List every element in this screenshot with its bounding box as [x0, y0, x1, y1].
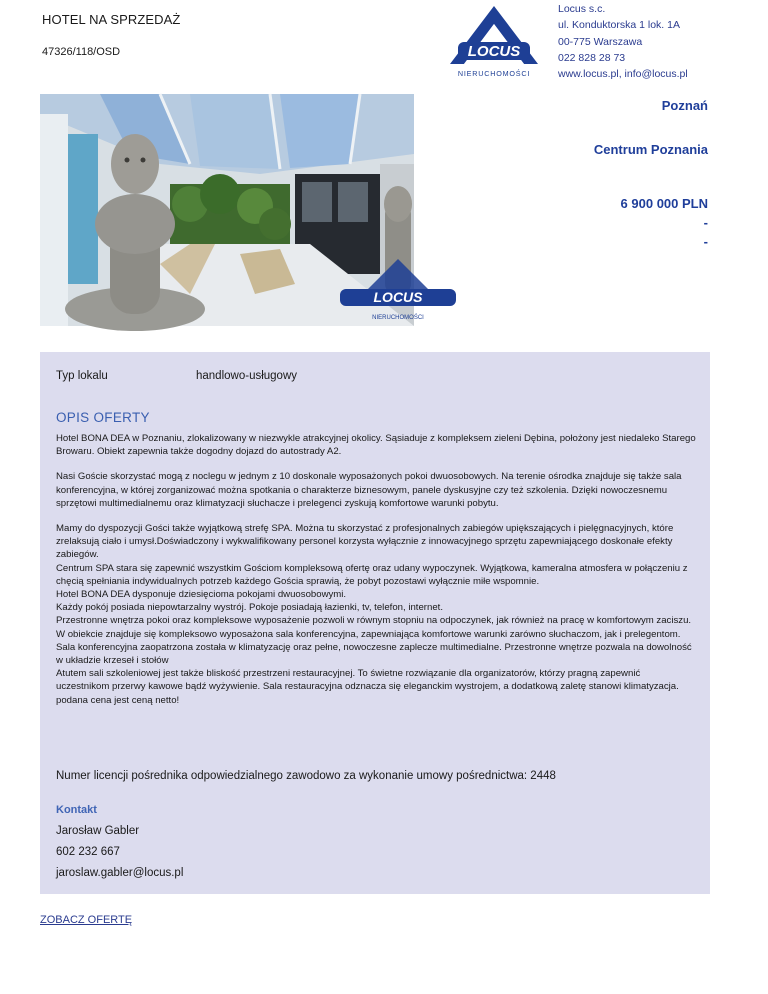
description-paragraph: Nasi Goście skorzystać mogą z noclegu w jednym z 10 doskonale wyposażonych pokoi dwuosobowych. Na terenie ośrodka znajduje się także sala konferencyjna, w której zorganizować można spotkania o charakterze biznesowym, panele dyskusyjne czy też szkolenia. Dzięki nowoczesnemu sprzętowi multimedialnemu oraz klimatyzacji słuchacze i prelegenci zyskują komfortowe warunki pobytu.	[56, 471, 682, 509]
watermark-text: LOCUS	[373, 289, 423, 305]
price-line-3: -	[703, 234, 708, 249]
description-body	[56, 432, 696, 707]
location-district: Centrum Poznania	[593, 142, 708, 157]
company-phone: 022 828 28 73	[558, 51, 626, 64]
property-photo	[40, 94, 424, 326]
description-line: Mamy do dyspozycji Gości także wyjątkową strefę SPA. Można tu skorzystać z profesjonalnych zabiegów upiększających i pielęgnacyjnych, które zrelaksują ciało i umysł.Doświadczony i wykwalifikowany personel korzysta wyłącznie z innowacyjnego sprzętu zapewniającego doskonałe efekty zabiegów.	[56, 523, 674, 561]
logo-subtext: NIERUCHOMOŚCI	[457, 69, 531, 78]
company-street: ul. Konduktorska 1 lok. 1A	[558, 19, 680, 32]
watermark-subtext: NIERUCHOMOŚCI	[372, 315, 424, 321]
company-info	[558, 1, 688, 82]
reference-number: 47326/118/OSD	[42, 46, 121, 58]
price: 6 900 000 PLN	[620, 196, 708, 211]
price-line-2: -	[703, 215, 708, 230]
contact-email: jaroslaw.gabler@locus.pl	[56, 867, 184, 879]
logo-text: LOCUS	[467, 43, 521, 60]
description-line: podana cena jest ceną netto!	[56, 694, 180, 706]
view-offer-link[interactable]: ZOBACZ OFERTĘ	[40, 914, 133, 926]
locus-logo	[444, 2, 544, 80]
description-line: Atutem sali szkoleniowej jest także bliskość przestrzeni restauracyjnej. To świetne rozwiązanie dla organizatorów, którzy pragną zapewnić uczestnikom przerwy kawowe bądź wyżywienie. Sala restauracyjna odznacza się eleganckim wystrojem, a dodatkową zaletę stanowi klimatyzacja.	[56, 668, 679, 693]
company-web-email: www.locus.pl, info@locus.pl	[558, 68, 688, 81]
description-line: Przestronne wnętrza pokoi oraz kompleksowe wyposażenie pozwoli w równym stopniu na odpoczynek, jak również na pracę w komfortowym zaciszu.	[56, 615, 692, 627]
description-line: Każdy pokój posiada niepowtarzalny wystrój. Pokoje posiadają łazienki, tv, telefon, internet.	[56, 602, 443, 614]
company-name: Locus s.c.	[558, 3, 606, 15]
company-city: 00-775 Warszawa	[558, 35, 643, 48]
location-city: Poznań	[661, 98, 708, 113]
license-number: Numer licencji pośrednika odpowiedzialnego zawodowo za wykonanie umowy pośrednictwa: 2448	[56, 770, 556, 782]
contact-heading: Kontakt	[56, 804, 97, 816]
contact-name: Jarosław Gabler	[56, 825, 140, 837]
description-paragraph: Hotel BONA DEA w Poznaniu, zlokalizowany w niezwykle atrakcyjnej okolicy. Sąsiaduje z kompleksem zieleni Dębina, położony jest niedaleko Starego Browaru. Obiekt zapewnia także dogodny dojazd do autostrady A2.	[56, 433, 696, 458]
description-line: Centrum SPA stara się zapewnić wszystkim Gościom kompleksową ofertę oraz udany wypoczynek. Wyjątkowa, kameralna atmosfera w połączeniu z chęcią spełniania indywidualnych potrzeb każdego Gościa sprawią, że pobyt pozostawi wyłącznie miłe wspomnie.	[56, 562, 688, 587]
details-panel	[40, 352, 710, 894]
description-line: W obiekcie znajduje się kompleksowo wyposażona sala konferencyjna, zapewniająca komfortowe warunki zarówno słuchaczom, jak i prelegentom.	[56, 628, 681, 640]
type-value: handlowo-usługowy	[196, 370, 298, 382]
type-label: Typ lokalu	[56, 370, 108, 382]
description-line: Sala konferencyjna zaopatrzona została w klimatyzację oraz pełne, nowoczesne zaplecze multimedialne. Przestronne wnętrze pozwala na dowolność w układzie krzeseł i stołów	[56, 641, 692, 667]
description-line: Hotel BONA DEA dysponuje dziesięcioma pokojami dwuosobowymi.	[56, 589, 347, 601]
listing-title: HOTEL NA SPRZEDAŻ	[42, 12, 181, 27]
contact-phone: 602 232 667	[56, 846, 120, 858]
description-heading: OPIS OFERTY	[56, 410, 150, 425]
